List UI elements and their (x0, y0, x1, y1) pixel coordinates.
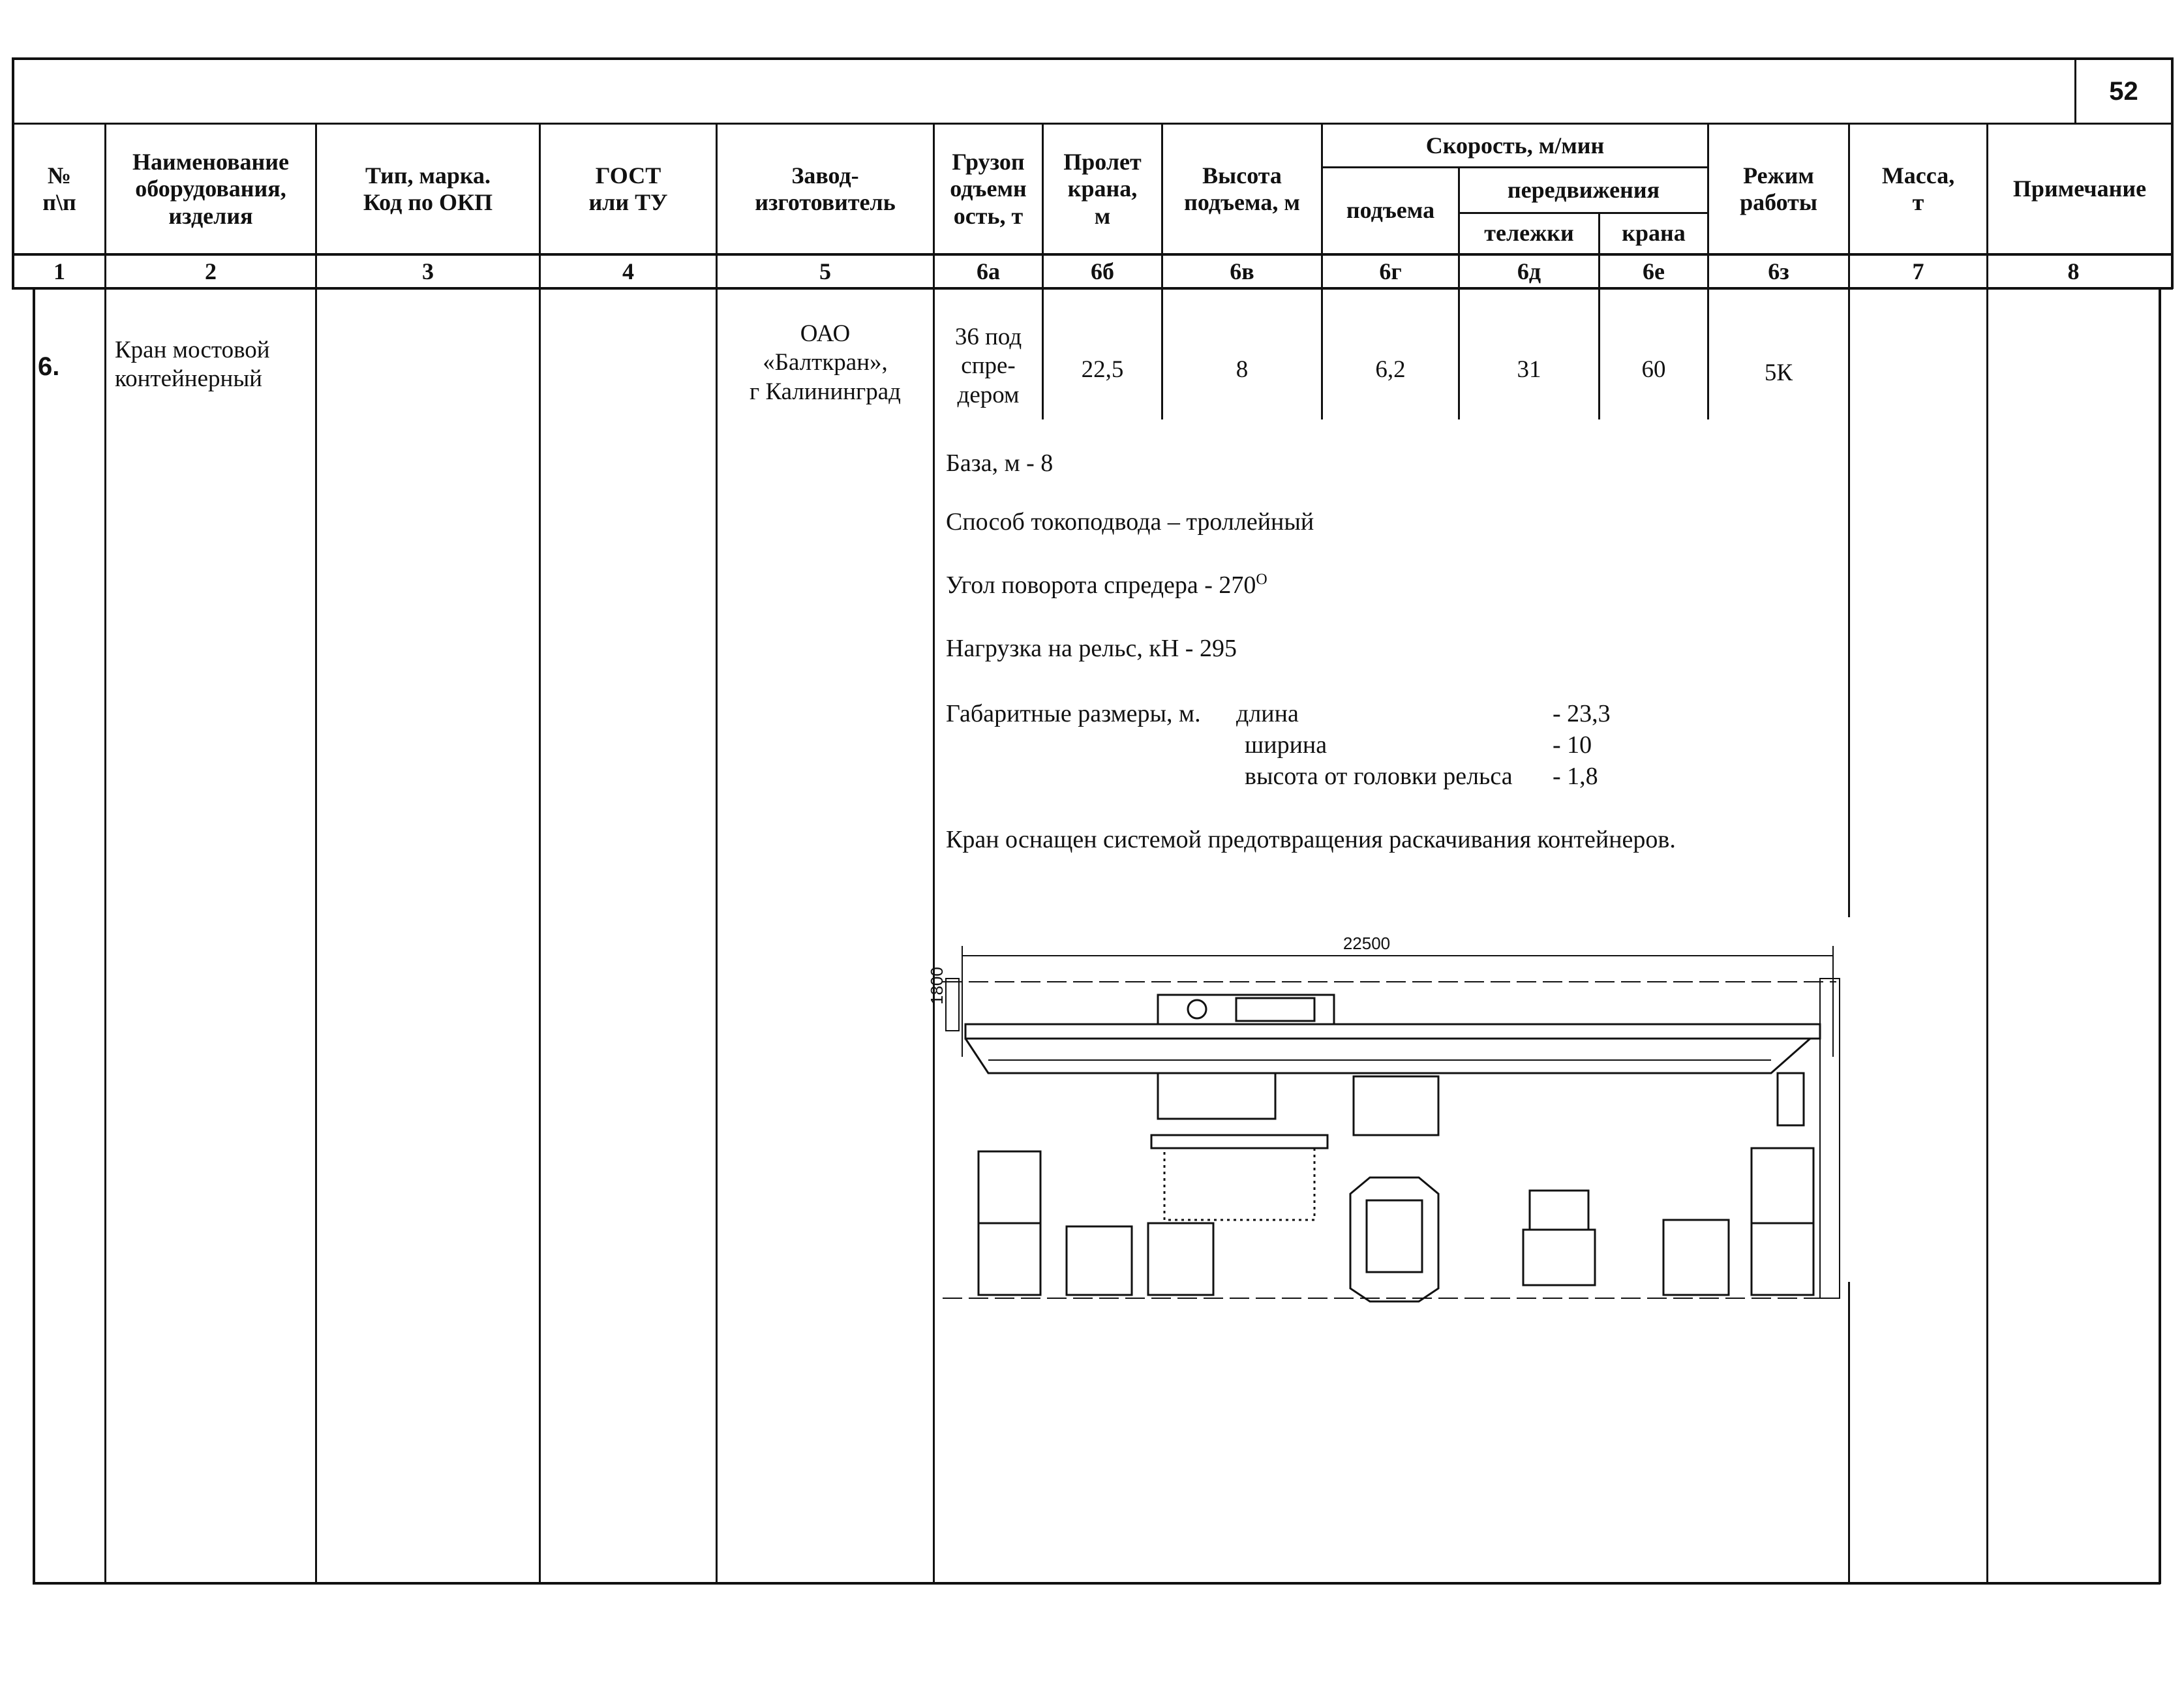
row-lift-speed: 6,2 (1375, 356, 1406, 383)
right-support (1820, 979, 1840, 1298)
col-line-3 (539, 123, 541, 1584)
left-support (946, 979, 959, 1031)
col-line-1 (104, 123, 106, 1584)
col-line-6z-bottom (1848, 1282, 1850, 1584)
end-carriage (1778, 1073, 1804, 1125)
col-line-2 (315, 123, 317, 1584)
colnum-6a: 6а (977, 258, 1000, 284)
header-trolley: тележки (1484, 220, 1574, 247)
note-dimensions-label: Габаритные размеры, м. (946, 700, 1201, 727)
colnum-6b: 6б (1091, 258, 1114, 284)
header-type: Тип, марка. Код по ОКП (363, 162, 493, 215)
height-dimension-label: 1800 (927, 967, 947, 1005)
note-length-value: - 23,3 (1553, 700, 1611, 727)
colnum-2: 2 (205, 258, 217, 284)
row-lift-height: 8 (1236, 356, 1249, 383)
header-gost: ГОСТ или ТУ (588, 162, 668, 215)
right-border (2159, 287, 2161, 1584)
note-height-value: - 1,8 (1553, 763, 1598, 790)
note-power-supply: Способ токоподвода – троллейный (946, 508, 1314, 536)
row-trolley-speed: 31 (1517, 356, 1541, 383)
colnum-6d: 6д (1517, 258, 1541, 284)
header-note: Примечание (2012, 175, 2147, 202)
note-length-label: длина (1236, 700, 1299, 727)
suspended-container (1164, 1148, 1314, 1220)
spreader (1151, 1135, 1327, 1148)
header-lift-speed: подъема (1346, 197, 1435, 224)
hoist-frame (1158, 1073, 1275, 1119)
note-base: База, м - 8 (946, 449, 1054, 477)
note-height-label: высота от головки рельса (1245, 763, 1513, 790)
container-1 (1067, 1226, 1132, 1295)
row-span: 22,5 (1081, 356, 1124, 383)
span-dimension-label: 22500 (1342, 934, 1391, 953)
colnum-6e: 6е (1643, 258, 1665, 284)
header-crane: крана (1622, 220, 1686, 247)
note-width-value: - 10 (1553, 731, 1592, 759)
header-speed: Скорость, м/мин (1425, 132, 1605, 159)
truck-cab (1523, 1230, 1595, 1285)
colnum-3: 3 (422, 258, 434, 284)
header-mass: Масса, т (1881, 162, 1955, 215)
header-span: Пролет крана, м (1063, 148, 1142, 229)
top-border (12, 57, 2173, 60)
colnum-1: 1 (53, 258, 65, 284)
row-capacity: 36 под спре- дером (954, 324, 1022, 408)
note-anti-sway: Кран оснащен системой предотвращения раскачивания контейнеров. (946, 826, 1676, 853)
note-rail-load: Нагрузка на рельс, кН - 295 (946, 635, 1237, 662)
colnum-5: 5 (819, 258, 831, 284)
trolley-body (1158, 995, 1334, 1024)
container-3 (1663, 1220, 1729, 1295)
header-row-number: № п\п (42, 162, 76, 215)
colnum-6g: 6г (1379, 258, 1402, 284)
header-travel: передвижения (1507, 176, 1660, 203)
note-rotation: Угол поворота спредера - $270^О$ (946, 571, 1267, 599)
page-number: 52 (2109, 76, 2138, 106)
right-border-top (2171, 57, 2174, 289)
col-line-7 (1986, 123, 1988, 1584)
colnum-6v: 6в (1230, 258, 1254, 284)
header-mode: Режим работы (1740, 162, 1817, 215)
left-border (33, 287, 35, 1584)
note-width-label: ширина (1245, 731, 1327, 759)
header-manufacturer: Завод- изготовитель (755, 162, 896, 215)
row-number: 6. (38, 352, 60, 381)
header-capacity: Грузоп одъемн ость, т (950, 148, 1027, 229)
container-2 (1148, 1223, 1213, 1295)
row-name: Кран мостовой контейнерный (115, 337, 270, 393)
colnum-8: 8 (2067, 258, 2080, 284)
bridge-girder-top (965, 1024, 1820, 1039)
container-stack-right (1752, 1148, 1813, 1295)
row-manufacturer: ОАО «Балткран», г Калининград (750, 320, 901, 405)
colnum-6z: 6з (1768, 258, 1789, 284)
header-name: Наименование оборудования, изделия (132, 148, 289, 229)
bridge-girder-body (965, 1039, 1810, 1073)
railcar (1350, 1178, 1438, 1301)
bottom-border (33, 1582, 2161, 1585)
row-mode: 5К (1764, 359, 1793, 386)
colnum-7: 7 (1912, 258, 1924, 284)
trolley-drum (1236, 998, 1314, 1021)
header-lift-height: Высота подъема, м (1184, 162, 1300, 215)
operator-cabin (1354, 1076, 1438, 1135)
truck-container (1530, 1191, 1588, 1230)
trolley-motor (1188, 1000, 1206, 1018)
row-crane-speed: 60 (1641, 356, 1666, 383)
container-on-railcar (1367, 1200, 1422, 1272)
crane-drawing (884, 920, 1846, 1311)
colnum-4: 4 (622, 258, 634, 284)
